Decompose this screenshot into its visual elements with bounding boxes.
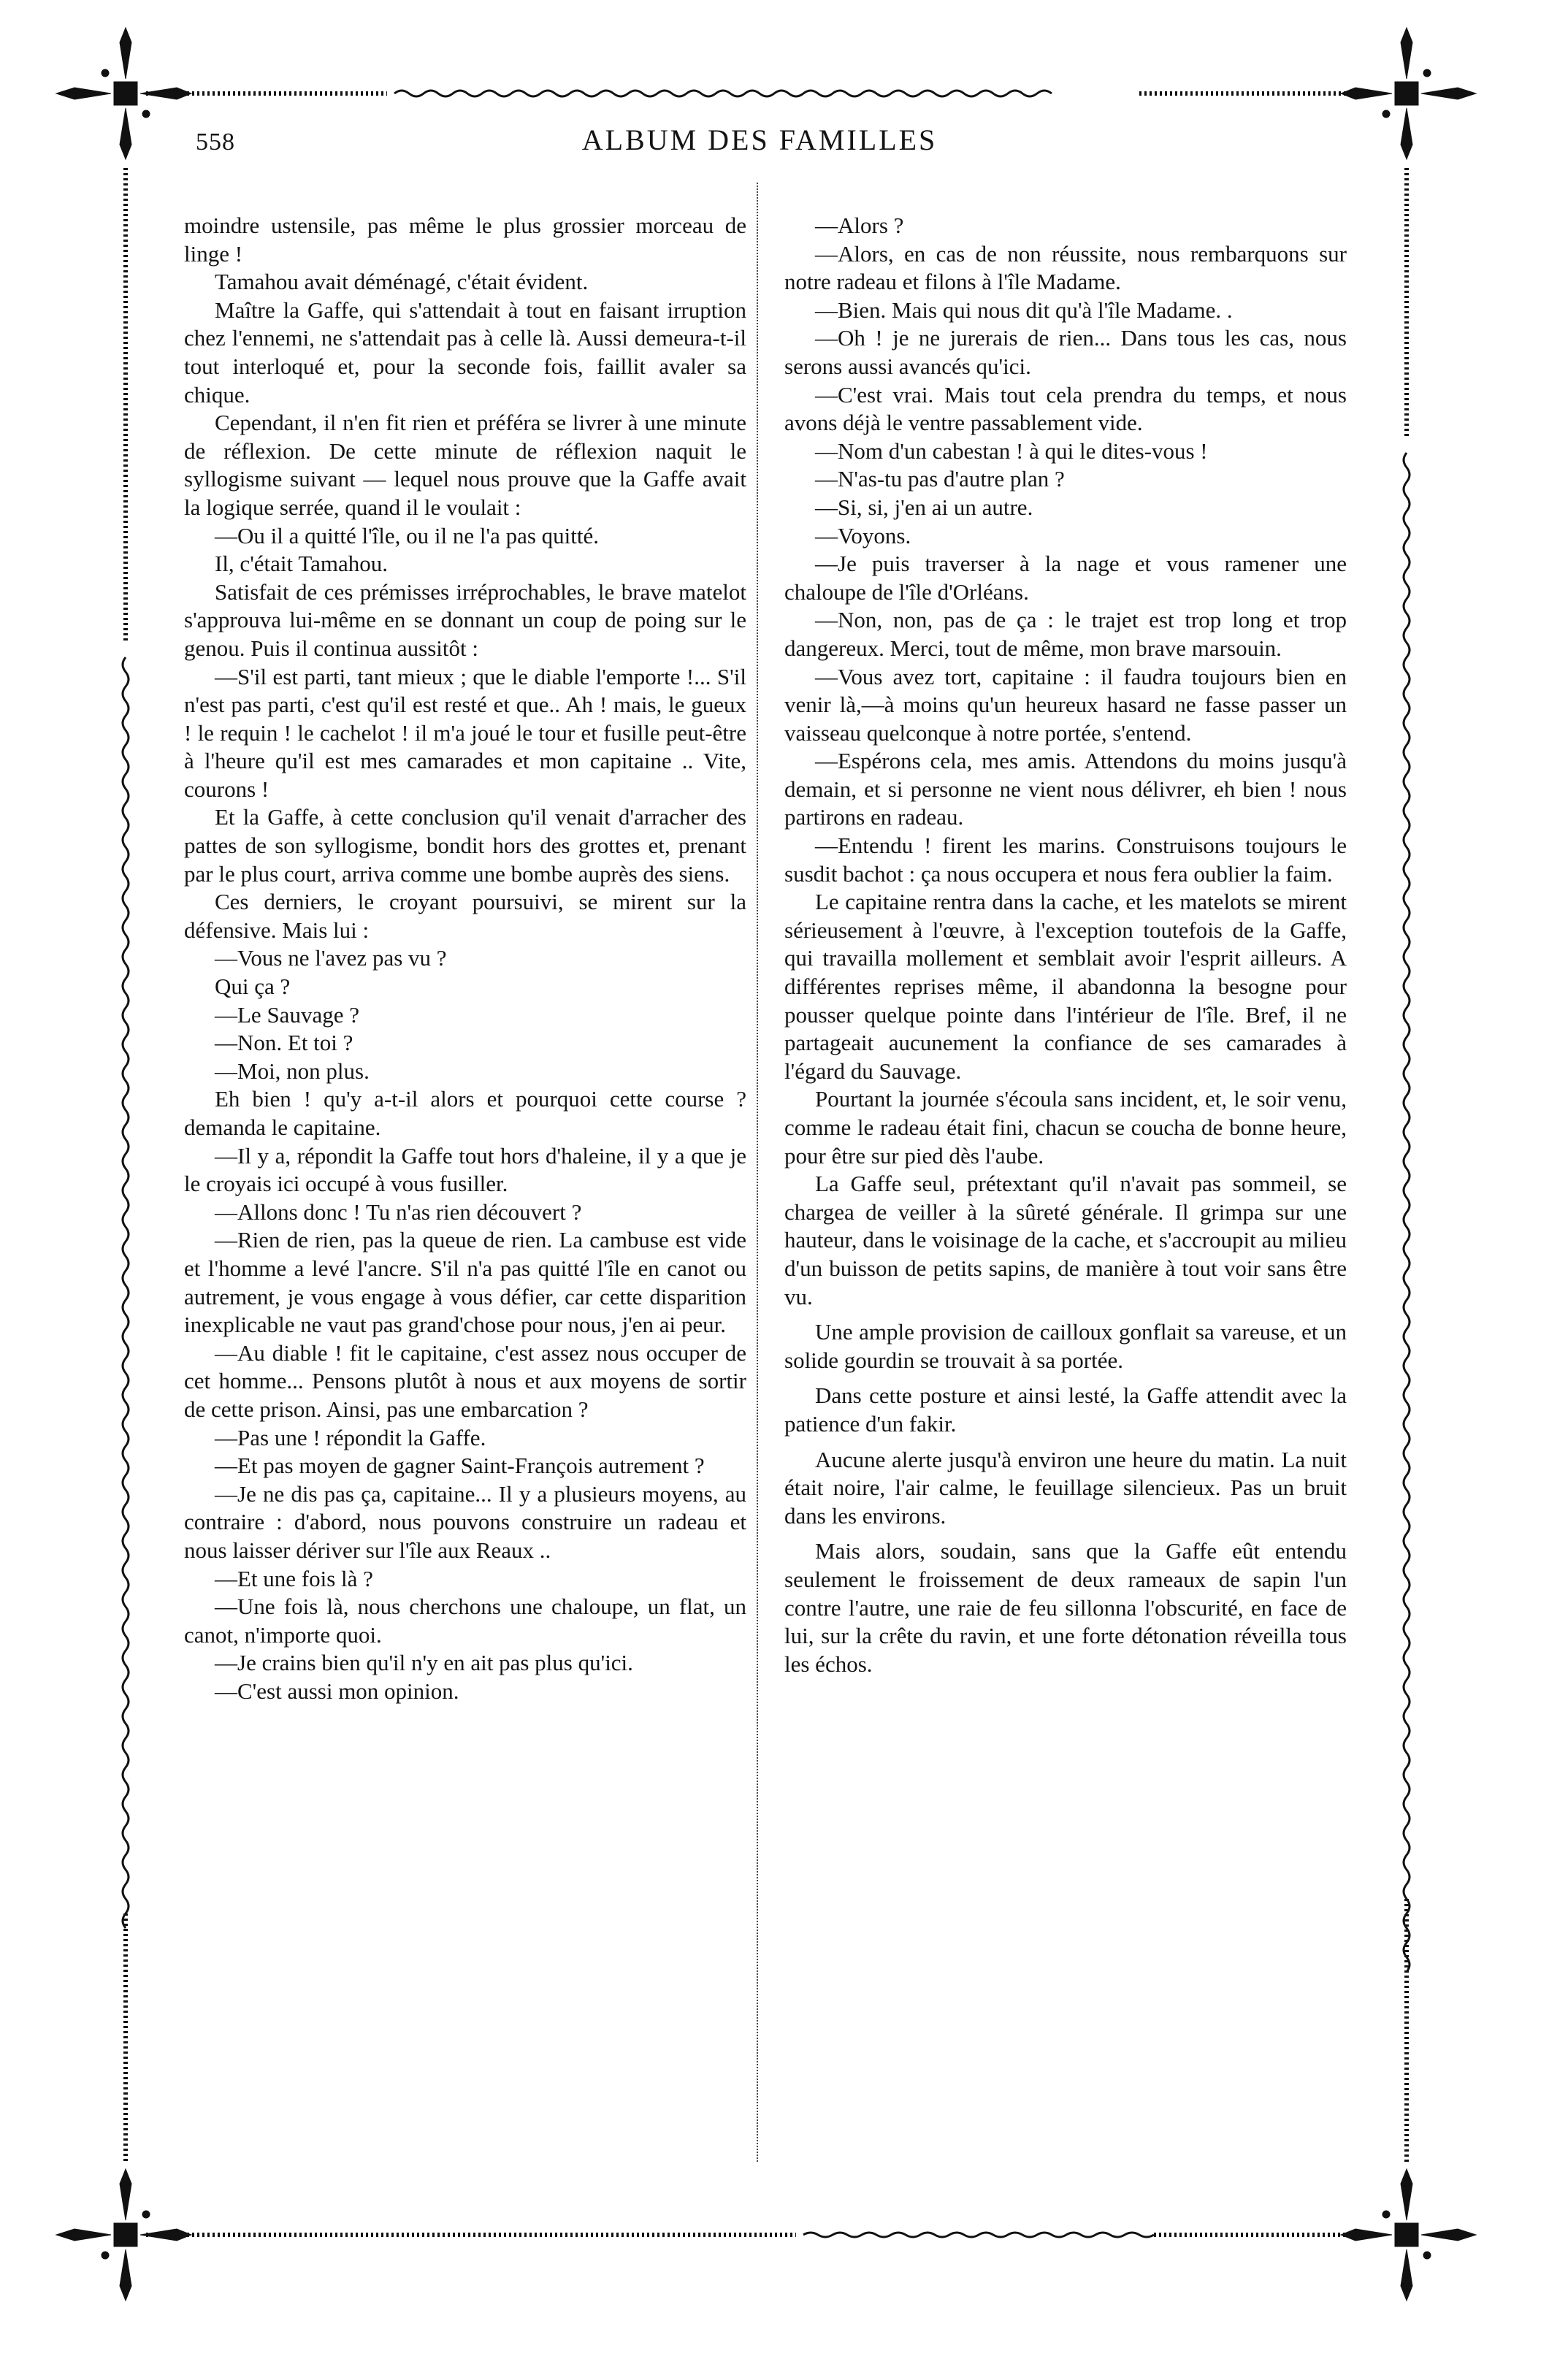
paragraph: La Gaffe seul, prétextant qu'il n'avait pas sommeil, se chargea de veiller à la sûreté générale. Il grimpa sur une hauteur, dans le voisinage de la cache, et s'accroupit au milieu d'un buisson de petits sapins, de manière à tout voir sans être vu.	[784, 1171, 1347, 1309]
paragraph: moindre ustensile, pas même le plus grossier morceau de linge !	[184, 213, 746, 267]
paragraph: —Une fois là, nous cherchons une chaloupe, un flat, un canot, n'importe quoi.	[184, 1594, 746, 1648]
left-column	[184, 212, 746, 1705]
paragraph: —Au diable ! fit le capitaine, c'est assez nous occuper de cet homme... Pensons plutôt à nous et aux moyens de sortir de cette prison. Ainsi, pas une embarcation ?	[184, 1339, 746, 1422]
paragraph: —Voyons.	[815, 522, 911, 548]
paragraph: —Espérons cela, mes amis. Attendons du moins jusqu'à demain, et si personne ne vient nous délivrer, eh bien ! nous partirons en radeau.	[784, 748, 1347, 830]
paragraph: —Et pas moyen de gagner Saint-François autrement ?	[215, 1453, 705, 1479]
paragraph: —Non. Et toi ?	[215, 1030, 353, 1056]
paragraph: —Oh ! je ne jurerais de rien... Dans tous les cas, nous serons aussi avancés qu'ici.	[784, 325, 1347, 379]
running-title: ALBUM DES FAMILLES	[581, 123, 938, 156]
page-number: 558	[196, 129, 235, 156]
paragraph: Eh bien ! qu'y a-t-il alors et pourquoi cette course ? demanda le capitaine.	[184, 1086, 746, 1140]
paragraph: —Le Sauvage ?	[215, 1001, 359, 1028]
paragraph: —C'est vrai. Mais tout cela prendra du temps, et nous avons déjà le ventre passablement vide.	[784, 381, 1347, 436]
paragraph: —Il y a, répondit la Gaffe tout hors d'haleine, il y a que je le croyais ici occupé à vous fusiller.	[184, 1142, 746, 1197]
paragraph: Une ample provision de cailloux gonflait sa vareuse, et un solide gourdin se trouvait à sa portée.	[784, 1319, 1347, 1373]
paragraph: —Pas une ! répondit la Gaffe.	[215, 1424, 486, 1450]
paragraph: —S'il est parti, tant mieux ; que le diable l'emporte !... S'il n'est pas parti, c'est qu'il est resté et que.. Ah ! mais, le gueux ! le requin ! le cachelot ! il m'a joué le tour et fusille peut-être à l'heure qu'il est mes camarades et mon capitaine .. Vite, courons !	[184, 663, 746, 802]
paragraph: Le capitaine rentra dans la cache, et les matelots se mirent sérieusement à l'œuvre, à l'exception toutefois de la Gaffe, qui travailla mollement et semblait avoir l'esprit ailleurs. A différentes reprises même, il abandonna la besogne pour pousser quelque pointe dans l'intérieur de l'île. Bref, il ne partageait aucunement la confiance de ses camarades à l'égard du Sauvage.	[784, 889, 1347, 1084]
paragraph: —Alors ?	[815, 213, 904, 238]
paragraph: —N'as-tu pas d'autre plan ?	[815, 466, 1065, 492]
paragraph: Satisfait de ces prémisses irréprochables, le brave matelot s'approuva lui-même en se donnant un coup de poing sur le genou. Puis il continua aussitôt :	[184, 578, 746, 661]
paragraph: Qui ça ?	[215, 974, 291, 1000]
paragraph: —Nom d'un cabestan ! à qui le dites-vous !	[815, 437, 1208, 464]
paragraph: Cependant, il n'en fit rien et préféra se livrer à une minute de réflexion. De cette minute de réflexion naquit le syllogisme suivant — lequel nous prouve que la Gaffe avait la logique serrée, quand il le voulait :	[184, 410, 746, 520]
paragraph: Dans cette posture et ainsi lesté, la Gaffe attendit avec la patience d'un fakir.	[784, 1383, 1347, 1437]
right-column	[784, 212, 1347, 1678]
paragraph: —Si, si, j'en ai un autre.	[815, 494, 1033, 520]
paragraph: Maître la Gaffe, qui s'attendait à tout en faisant irruption chez l'ennemi, ne s'attendait pas à celle là. Aussi demeura-t-il tout interloqué et, pour la seconde fois, faillit avaler sa chique.	[184, 297, 746, 408]
paragraph: —Entendu ! firent les marins. Construisons toujours le susdit bachot : ça nous occupera et nous fera oublier la faim.	[784, 833, 1347, 887]
paragraph: —Vous avez tort, capitaine : il faudra toujours bien en venir là,—à moins qu'un heureux hasard ne fasse passer un vaisseau quelconque à notre portée, s'entend.	[784, 663, 1347, 746]
paragraph: —Alors, en cas de non réussite, nous rembarquons sur notre radeau et filons à l'île Madame.	[784, 240, 1347, 295]
paragraph: —Et une fois là ?	[215, 1565, 373, 1591]
paragraph: —Je puis traverser à la nage et vous ramener une chaloupe de l'île d'Orléans.	[784, 551, 1347, 605]
paragraph: —Je ne dis pas ça, capitaine... Il y a plusieurs moyens, au contraire : d'abord, nous pouvons construire un radeau et nous laisser dériver sur l'île aux Reaux ..	[184, 1480, 746, 1563]
paragraph: Pourtant la journée s'écoula sans incident, et, le soir venu, comme le radeau était fini, chacun se coucha de bonne heure, pour être sur pied dès l'aube.	[784, 1086, 1347, 1169]
paragraph: Et la Gaffe, à cette conclusion qu'il venait d'arracher des pattes de son syllogisme, bondit hors des grottes et, prenant par le plus court, arriva comme une bombe auprès des siens.	[184, 804, 746, 887]
paragraph: Mais alors, soudain, sans que la Gaffe eût entendu seulement le froissement de deux rameaux de sapin l'un contre l'autre, une raie de feu sillonna l'obscurité, en face de lui, sur la crête du ravin, et une forte détonation réveilla tous les échos.	[784, 1538, 1347, 1677]
paragraph: —Ou il a quitté l'île, ou il ne l'a pas quitté.	[215, 522, 600, 548]
paragraph: Tamahou avait déménagé, c'était évident.	[215, 269, 589, 295]
paragraph: —Moi, non plus.	[215, 1058, 370, 1084]
paragraph: —Allons donc ! Tu n'as rien découvert ?	[215, 1198, 582, 1225]
paragraph: Il, c'était Tamahou.	[215, 551, 388, 577]
paragraph: —Je crains bien qu'il n'y en ait pas plus qu'ici.	[215, 1650, 633, 1676]
paragraph: Aucune alerte jusqu'à environ une heure du matin. La nuit était noire, l'air calme, le feuillage silencieux. Pas un bruit dans les environs.	[784, 1446, 1347, 1529]
paragraph: —Bien. Mais qui nous dit qu'à l'île Madame. .	[815, 297, 1233, 323]
paragraph: —Vous ne l'avez pas vu ?	[215, 945, 447, 971]
paragraph: —Non, non, pas de ça : le trajet est trop long et trop dangereux. Merci, tout de même, mon brave marsouin.	[784, 607, 1347, 661]
paragraph: —C'est aussi mon opinion.	[215, 1678, 459, 1704]
column-rule	[757, 183, 758, 2162]
paragraph: Ces derniers, le croyant poursuivi, se mirent sur la défensive. Mais lui :	[184, 889, 746, 943]
paragraph: —Rien de rien, pas la queue de rien. La cambuse est vide et l'homme a levé l'ancre. S'il n'a pas quitté l'île en canot ou autrement, je vous engage à vous défier, car cette disparition inexplicable ne vaut pas grand'chose pour nous, j'en ai peur.	[184, 1227, 746, 1338]
